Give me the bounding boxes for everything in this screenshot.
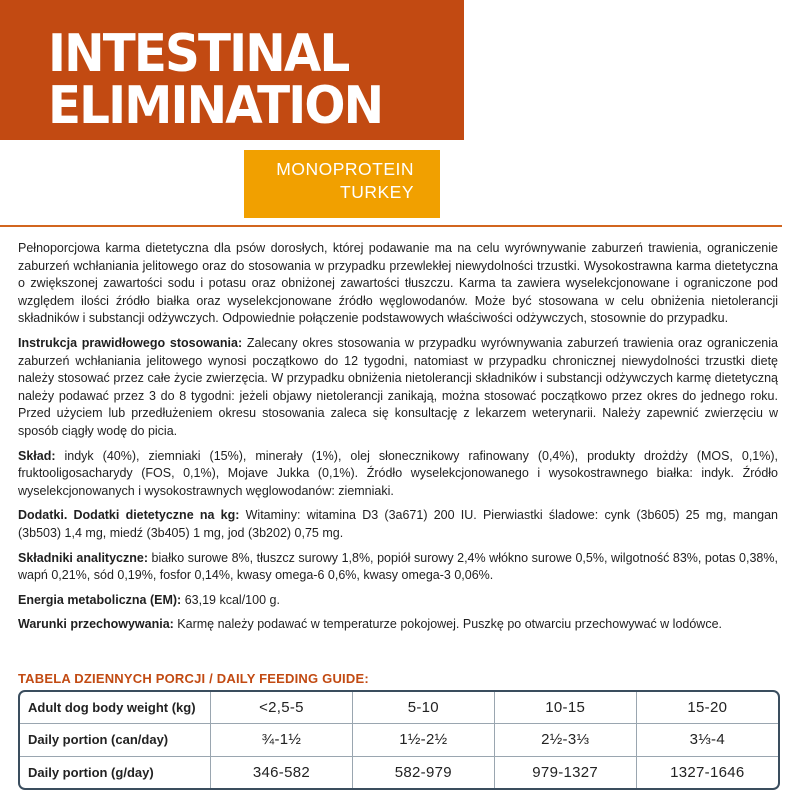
additives <box>18 507 778 542</box>
section-text: indyk (40%), ziemniaki (15%), minerały (1%), olej słonecznikowy rafinowany (0,4%), produkty drożdży (MOS, 0,1%), fruktooligosacharydy (FOS, 0,1%), Mojave Jukka (0,1%). Źródło wyselekcjonowanego i wysokostrawnego białka: indyk. Źródło wyselekcjonowanych i wysokostrawnych węglowodanów: ziemniaki. <box>18 448 778 498</box>
subtitle-line-1: MONOPROTEIN <box>276 159 414 179</box>
table-cell: 346-582 <box>211 756 353 788</box>
composition <box>18 448 778 501</box>
table-cell: 1327-1646 <box>670 763 745 781</box>
divider-rule <box>0 225 782 227</box>
table-cell: 979-1327 <box>494 756 636 788</box>
section-text: 63,19 kcal/100 g. <box>181 592 280 607</box>
section-text: Zalecany okres stosowania w przypadku wyrównywania zaburzeń trawienia oraz ograniczenia zaburzeń wchłaniania jelitowego wynosi początkowo do 12 tygodni, natomiast w przypadku chronicznej niewydolności trzustki dietę należy stosować przez całe życie zwierzęcia. W przypadku obniżenia nietolerancji składników i substancji odżywczych karmę dietetyczną należy podawać przez 3 do 8 tygodni: jeżeli objawy nietolerancji zanikają, można stosować początkowo przez okres do jednego roku. Przed użyciem lub przedłużeniem okresu stosowania zaleca się konsultację z lekarzem weterynarii. Należy zapewnić zwierzęciu w sposób ciągły wodę do picia. <box>18 335 778 438</box>
section-text: białko surowe 8%, tłuszcz surowy 1,8%, popiół surowy 2,4% włókno surowe 0,5%, wilgotność 83%, potas 0,38%, wapń 0,21%, sód 0,19%, fosfor 0,14%, kwasy omega-6 0,6%, kwasy omega-3 0,06%. <box>18 550 778 583</box>
feeding-guide-table <box>18 690 780 790</box>
row-header: Daily portion (g/day) <box>20 756 211 788</box>
subtitle-band <box>244 150 440 218</box>
table-cell: 5-10 <box>352 692 494 724</box>
table-row <box>20 692 778 724</box>
section-label: Skład: <box>18 448 56 463</box>
table-cell: 3⅓-4 <box>636 724 778 757</box>
row-header: Daily portion (can/day) <box>20 724 211 757</box>
table-cell: <2,5-5 <box>211 692 353 724</box>
metabolic-energy <box>18 592 778 610</box>
description-paragraph: Pełnoporcjowa karma dietetyczna dla psów dorosłych, której podawanie ma na celu wyrównywanie zaburzeń trawienia, ograniczenie zaburzeń wchłaniania jelitowego oraz do stosowania w przypadku przewlekłej niewydolności trzustki. Wysokostrawna karma dietetyczna o zwiększonej zawartości sodu i potasu oraz obniżonej zawartości tłuszczu. Karma ta zawiera wyselekcjonowane i ograniczone pod względem ilości źródło białka oraz wyselekcjonowane źródło węglowodanów. Może być stosowana w celu obniżenia nietolerancji składników i substancji odżywczych. Odpowiednie połączenie podstawowych właściwości odżywczych, stosownie do przypadku. <box>18 241 778 326</box>
section-label: Składniki analityczne: <box>18 550 148 565</box>
section-text: Witaminy: witamina D3 (3a671) 200 IU. Pierwiastki śladowe: cynk (3b605) 25 mg, mangan (3b503) 1,4 mg, miedź (3b405) 1 mg, jod (3b202) 0,75 mg. <box>18 508 778 540</box>
storage-conditions <box>18 616 778 634</box>
table-cell: 1½-2½ <box>352 724 494 757</box>
usage-instructions <box>18 335 778 441</box>
table-row <box>20 724 778 757</box>
row-header: Adult dog body weight (kg) <box>20 692 211 724</box>
section-label: Energia metaboliczna (EM): <box>18 592 182 607</box>
table-cell: ¾-1½ <box>211 724 353 757</box>
table-cell: 10-15 <box>494 692 636 724</box>
section-label: Warunki przechowywania: <box>18 617 174 632</box>
table-cell: 15-20 <box>636 692 778 724</box>
title-line-2: ELIMINATION <box>48 76 383 136</box>
product-title <box>48 24 383 136</box>
analytical-constituents <box>18 550 778 585</box>
section-text: Karmę należy podawać w temperaturze pokojowej. Puszkę po otwarciu przechowywać w lodówce. <box>173 617 723 632</box>
product-description <box>18 240 778 641</box>
table-cell: 582-979 <box>352 756 494 788</box>
table-cell: 2½-3⅓ <box>494 724 636 757</box>
table-row <box>20 756 778 788</box>
subtitle-line-2: TURKEY <box>340 182 414 202</box>
section-label: Dodatki. Dodatki dietetyczne na kg: <box>18 508 240 523</box>
section-label: Instrukcja prawidłowego stosowania: <box>18 335 243 350</box>
title-line-1: INTESTINAL <box>48 24 349 84</box>
feeding-guide-title: TABELA DZIENNYCH PORCJI / DAILY FEEDING GUIDE: <box>18 671 369 686</box>
